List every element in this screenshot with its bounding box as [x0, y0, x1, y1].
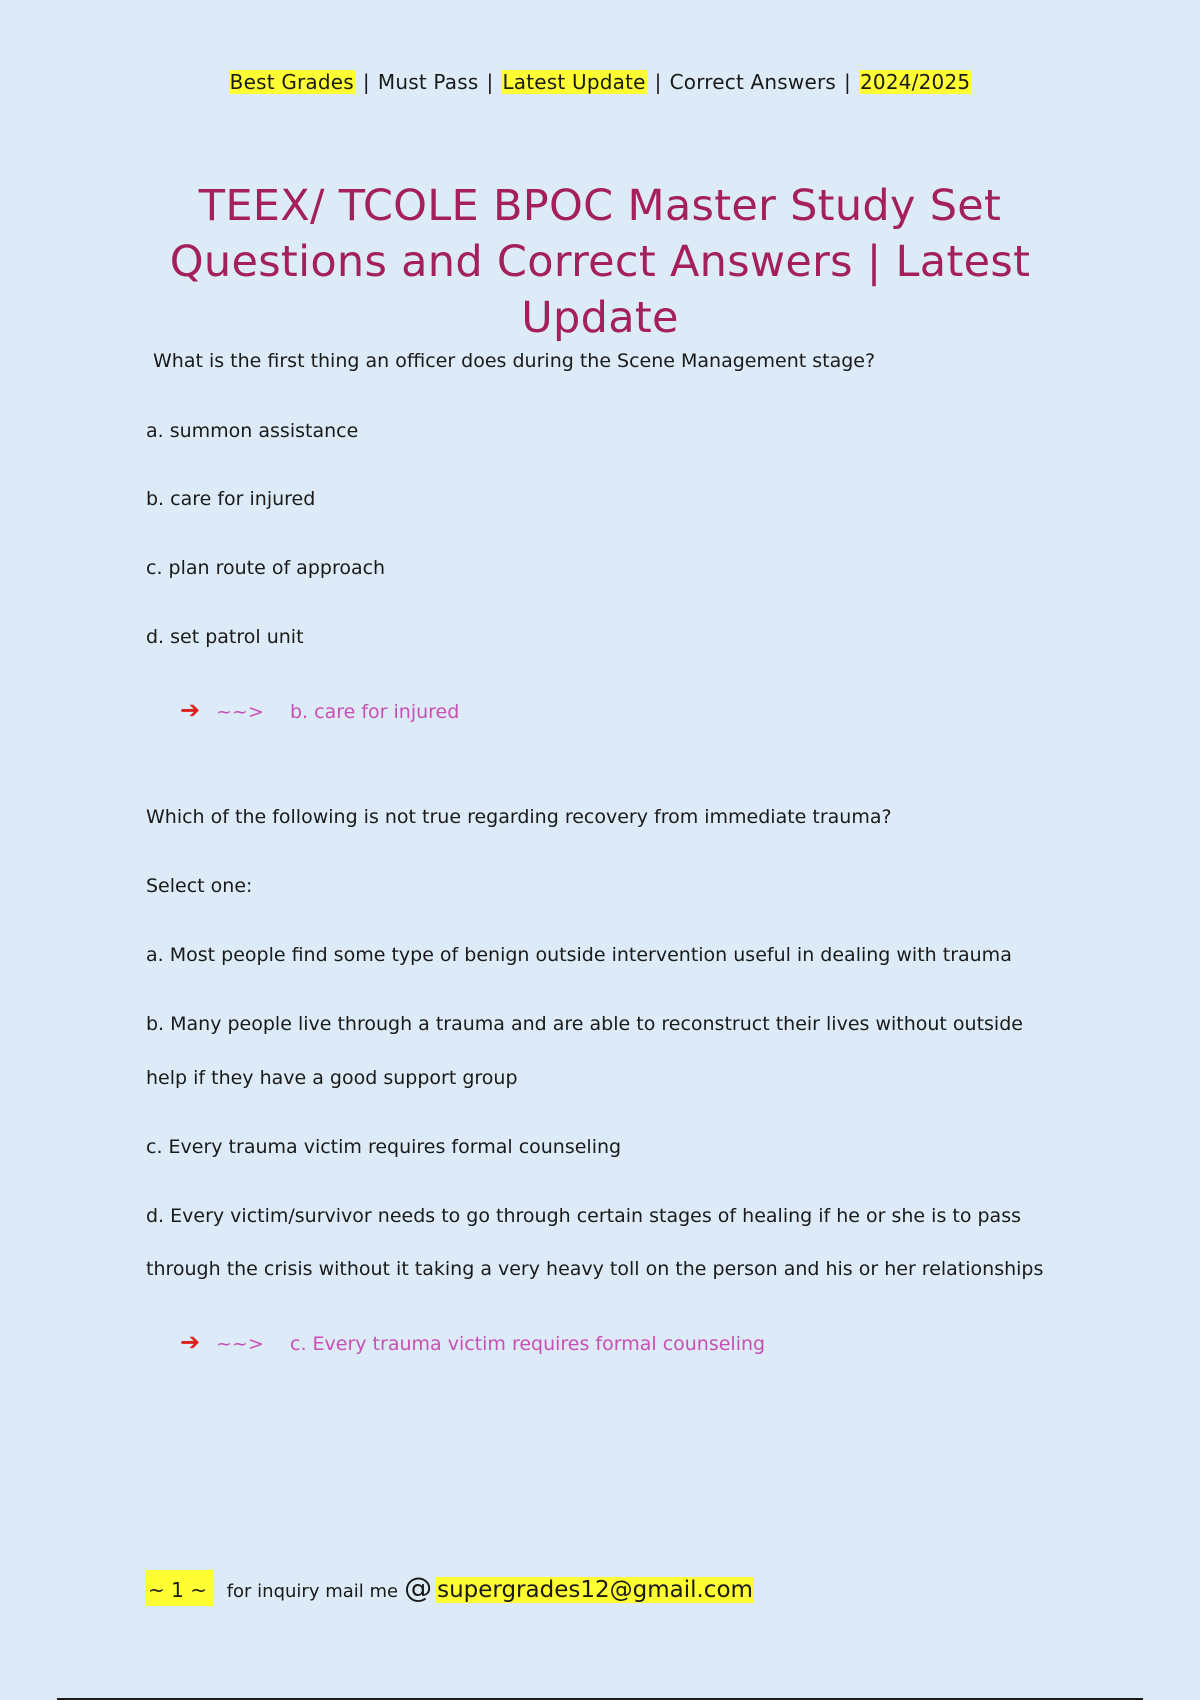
- arrow-icon: ➔: [180, 696, 201, 724]
- q2-select-one: Select one:: [146, 875, 253, 897]
- tag-correct-answers: Correct Answers: [669, 70, 837, 94]
- title-line-2: Questions and Correct Answers | Latest: [169, 237, 1031, 287]
- answer-marker: ~~>: [216, 1333, 264, 1355]
- document-title: [150, 178, 1050, 346]
- inquiry-text: for inquiry mail me: [226, 1581, 399, 1602]
- separator: |: [654, 70, 662, 94]
- separator: |: [844, 70, 851, 94]
- q2-answer: [180, 1328, 765, 1356]
- tag-latest-update: Latest Update: [502, 70, 646, 94]
- q2-option-b-line-2: help if they have a good support group: [146, 1067, 518, 1089]
- question-1-text: What is the first thing an officer does during the Scene Management stage?: [153, 350, 876, 372]
- q1-option-b: b. care for injured: [146, 488, 316, 510]
- tag-must-pass: Must Pass: [377, 70, 479, 94]
- q1-answer-text: b. care for injured: [290, 701, 460, 723]
- title-line-1: TEEX/ TCOLE BPOC Master Study Set: [198, 181, 1002, 231]
- q2-option-d-line-2: through the crisis without it taking a very heavy toll on the person and his or her relationships: [146, 1258, 1044, 1280]
- q1-answer: [180, 696, 459, 724]
- at-sign: @: [404, 1571, 433, 1604]
- title-line-3: Update: [521, 293, 679, 343]
- tag-year: 2024/2025: [859, 70, 971, 94]
- q1-option-c: c. plan route of approach: [146, 557, 386, 579]
- separator: |: [486, 70, 494, 94]
- arrow-icon: ➔: [180, 1328, 201, 1356]
- tag-best-grades: Best Grades: [229, 70, 354, 94]
- q2-option-b-line-1: b. Many people live through a trauma and are able to reconstruct their lives without outside: [146, 1013, 1023, 1035]
- answer-marker: ~~>: [216, 701, 264, 723]
- separator: |: [362, 70, 370, 94]
- q1-option-d: d. set patrol unit: [146, 626, 304, 648]
- header-tagline: [0, 70, 1200, 94]
- page-number: ~ 1 ~: [146, 1570, 213, 1606]
- q2-option-c: c. Every trauma victim requires formal counseling: [146, 1136, 622, 1158]
- q2-answer-text: c. Every trauma victim requires formal counseling: [290, 1333, 766, 1355]
- page-footer: [146, 1570, 754, 1606]
- contact-email: supergrades12@gmail.com: [437, 1577, 753, 1603]
- q2-option-a: a. Most people find some type of benign outside intervention useful in dealing with trauma: [146, 944, 1012, 966]
- q2-option-d-line-1: d. Every victim/survivor needs to go through certain stages of healing if he or she is to pass: [146, 1205, 1021, 1227]
- question-2-text: Which of the following is not true regarding recovery from immediate trauma?: [146, 806, 892, 828]
- q1-option-a: a. summon assistance: [146, 420, 359, 442]
